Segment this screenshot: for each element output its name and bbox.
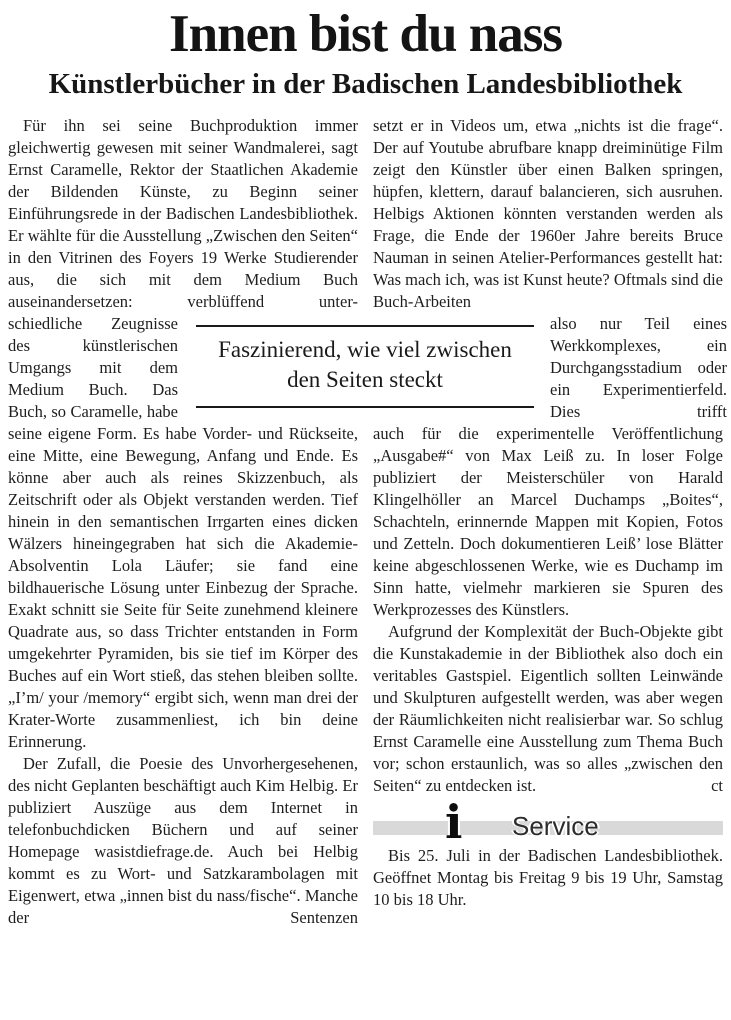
right-column-beside-quote: also nur Teil eines Werkkomplexes, ein Durchgangsstadium oder ein Experimentierfeld. Dies trifft bbox=[550, 314, 727, 421]
paragraph-text: Aufgrund der Komplexität der Buch-Objekte gibt die Kunstakademie in der Bibliothek also doch ein veritables Gastspiel. Eigentlich sollten Leinwände und Skulpturen aufgestellt werden, was aber wegen der Räumlichkeiten nicht realisierbar war. So schlug Ernst Caramelle eine Ausstellung zum Thema Buch vor; schon erstaunlich, was so alles „zwischen den Seiten“ zu entdecken ist. bbox=[373, 622, 723, 795]
paragraph-continuation: auch für die experimentelle Veröffentlichung „Ausgabe#“ von Max Leiß zu. In loser Folge publiziert der Meisterschüler von Harald Klingelhöller an Marcel Duchamps „Boites“, Schachteln, erinnernde Mappen mit Kopien, Fotos und Zetteln. Doch dokumentieren Leiß’ lose Blätter keine abgeschlossenen Werke, wie es Duchamp im Sinn hatte, vielmehr markieren sie Spuren des Werkprozesses des Künstlers. bbox=[373, 424, 723, 619]
service-text: Bis 25. Juli in der Badischen Landesbibliothek. Geöffnet Montag bis Freitag 9 bis 19 Uhr, Samstag 10 bis 18 Uhr. bbox=[373, 846, 723, 909]
paragraph: Der Zufall, die Poesie des Unvorhergesehenen, des nicht Geplanten beschäftigt auch Kim Helbig. Er publiziert Auszüge aus dem Internet in telefonbuchdicken Büchern und auf seiner Homepage wasistdiefrage.de. Auch bei Helbig kommt es zu Wort- und Satzkarambolagen mit Eigenwert, etwa „innen bist du nass/fische“. Manche der Sentenzen bbox=[8, 754, 358, 927]
service-heading: Service bbox=[512, 811, 599, 841]
left-column-beside-quote: schiedliche Zeugnisse des künstlerischen Umgangs mit dem Medium Buch. Das Buch, so Caramelle, habe bbox=[8, 314, 178, 421]
service-header bbox=[373, 795, 723, 849]
paragraph-continuation: seine eigene Form. Es habe Vorder- und Rückseite, eine Mitte, eine Bewegung, Anfang und Ende. Es könne aber auch als reines Skizzenbuch, als Zeitschrift oder als Objekt verstanden werden. Tief hinein in den semantischen Irrgarten eines dicken Wälzers hineingegraben hat sich die Akademie-Absolventin Lola Läufer; sie fand eine bildhauerische Lösung unter Einbezug der Sprache. Exakt schnitt sie Seite für Seite zunehmend kleinere Quadrate aus, so dass Trichter entstanden in Form umgekehrter Pyramiden, bis sie tief im Körper des Buches auf ein Wort stieß, das stehen bleiben sollte. „I’m/ your /memory“ ergibt sich, wenn man drei der Krater-Worte zusammenliest, ich bin deine Erinnerung. bbox=[8, 424, 358, 751]
right-column-top-paragraph: setzt er in Videos um, etwa „nichts ist die frage“. Der auf Youtube abrufbare knapp dreiminütige Film zeigt den Künstler über einen Balken springen, hüpfen, klettern, darauf balancieren, sich ausruhen. Helbigs Aktionen könnten verstanden werden als Frage, die Ende der 1960er Jahre bereits Bruce Nauman in seinen Atelier-Performances gestellt hat: Was mach ich, was ist Kunst heute? Oftmals sind die Buch-Arbeiten bbox=[373, 116, 723, 311]
article-header bbox=[0, 0, 731, 101]
info-icon: i bbox=[445, 795, 463, 849]
pull-quote-band bbox=[0, 313, 731, 423]
author-initials: ct bbox=[711, 776, 723, 795]
headline: Innen bist du nass bbox=[169, 5, 562, 63]
pull-quote-text: Faszinierend, wie viel zwischen den Seiten steckt bbox=[218, 337, 512, 392]
left-column-top-paragraph: Für ihn sei seine Buchproduktion immer gleichwertig gewesen mit seiner Wandmalerei, sagt Ernst Caramelle, Rektor der Staatlichen Akademie der Bildenden Künste, zu Beginn seiner Einführungsrede in der Badischen Landesbibliothek. Er wählte für die Ausstellung „Zwischen den Seiten“ in den Vitrinen des Foyers 19 Werke Studierender aus, die sich mit dem Medium Buch auseinandersetzen: verblüffend unter- bbox=[8, 116, 358, 311]
lower-text-band bbox=[0, 423, 731, 929]
right-column-bottom bbox=[373, 423, 723, 929]
subheadline: Künstlerbücher in der Badischen Landesbibliothek bbox=[48, 68, 683, 100]
paragraph bbox=[373, 621, 723, 797]
upper-text-band bbox=[0, 115, 731, 313]
service-box bbox=[373, 795, 723, 911]
pull-quote bbox=[196, 325, 534, 408]
left-column-bottom bbox=[8, 423, 358, 929]
